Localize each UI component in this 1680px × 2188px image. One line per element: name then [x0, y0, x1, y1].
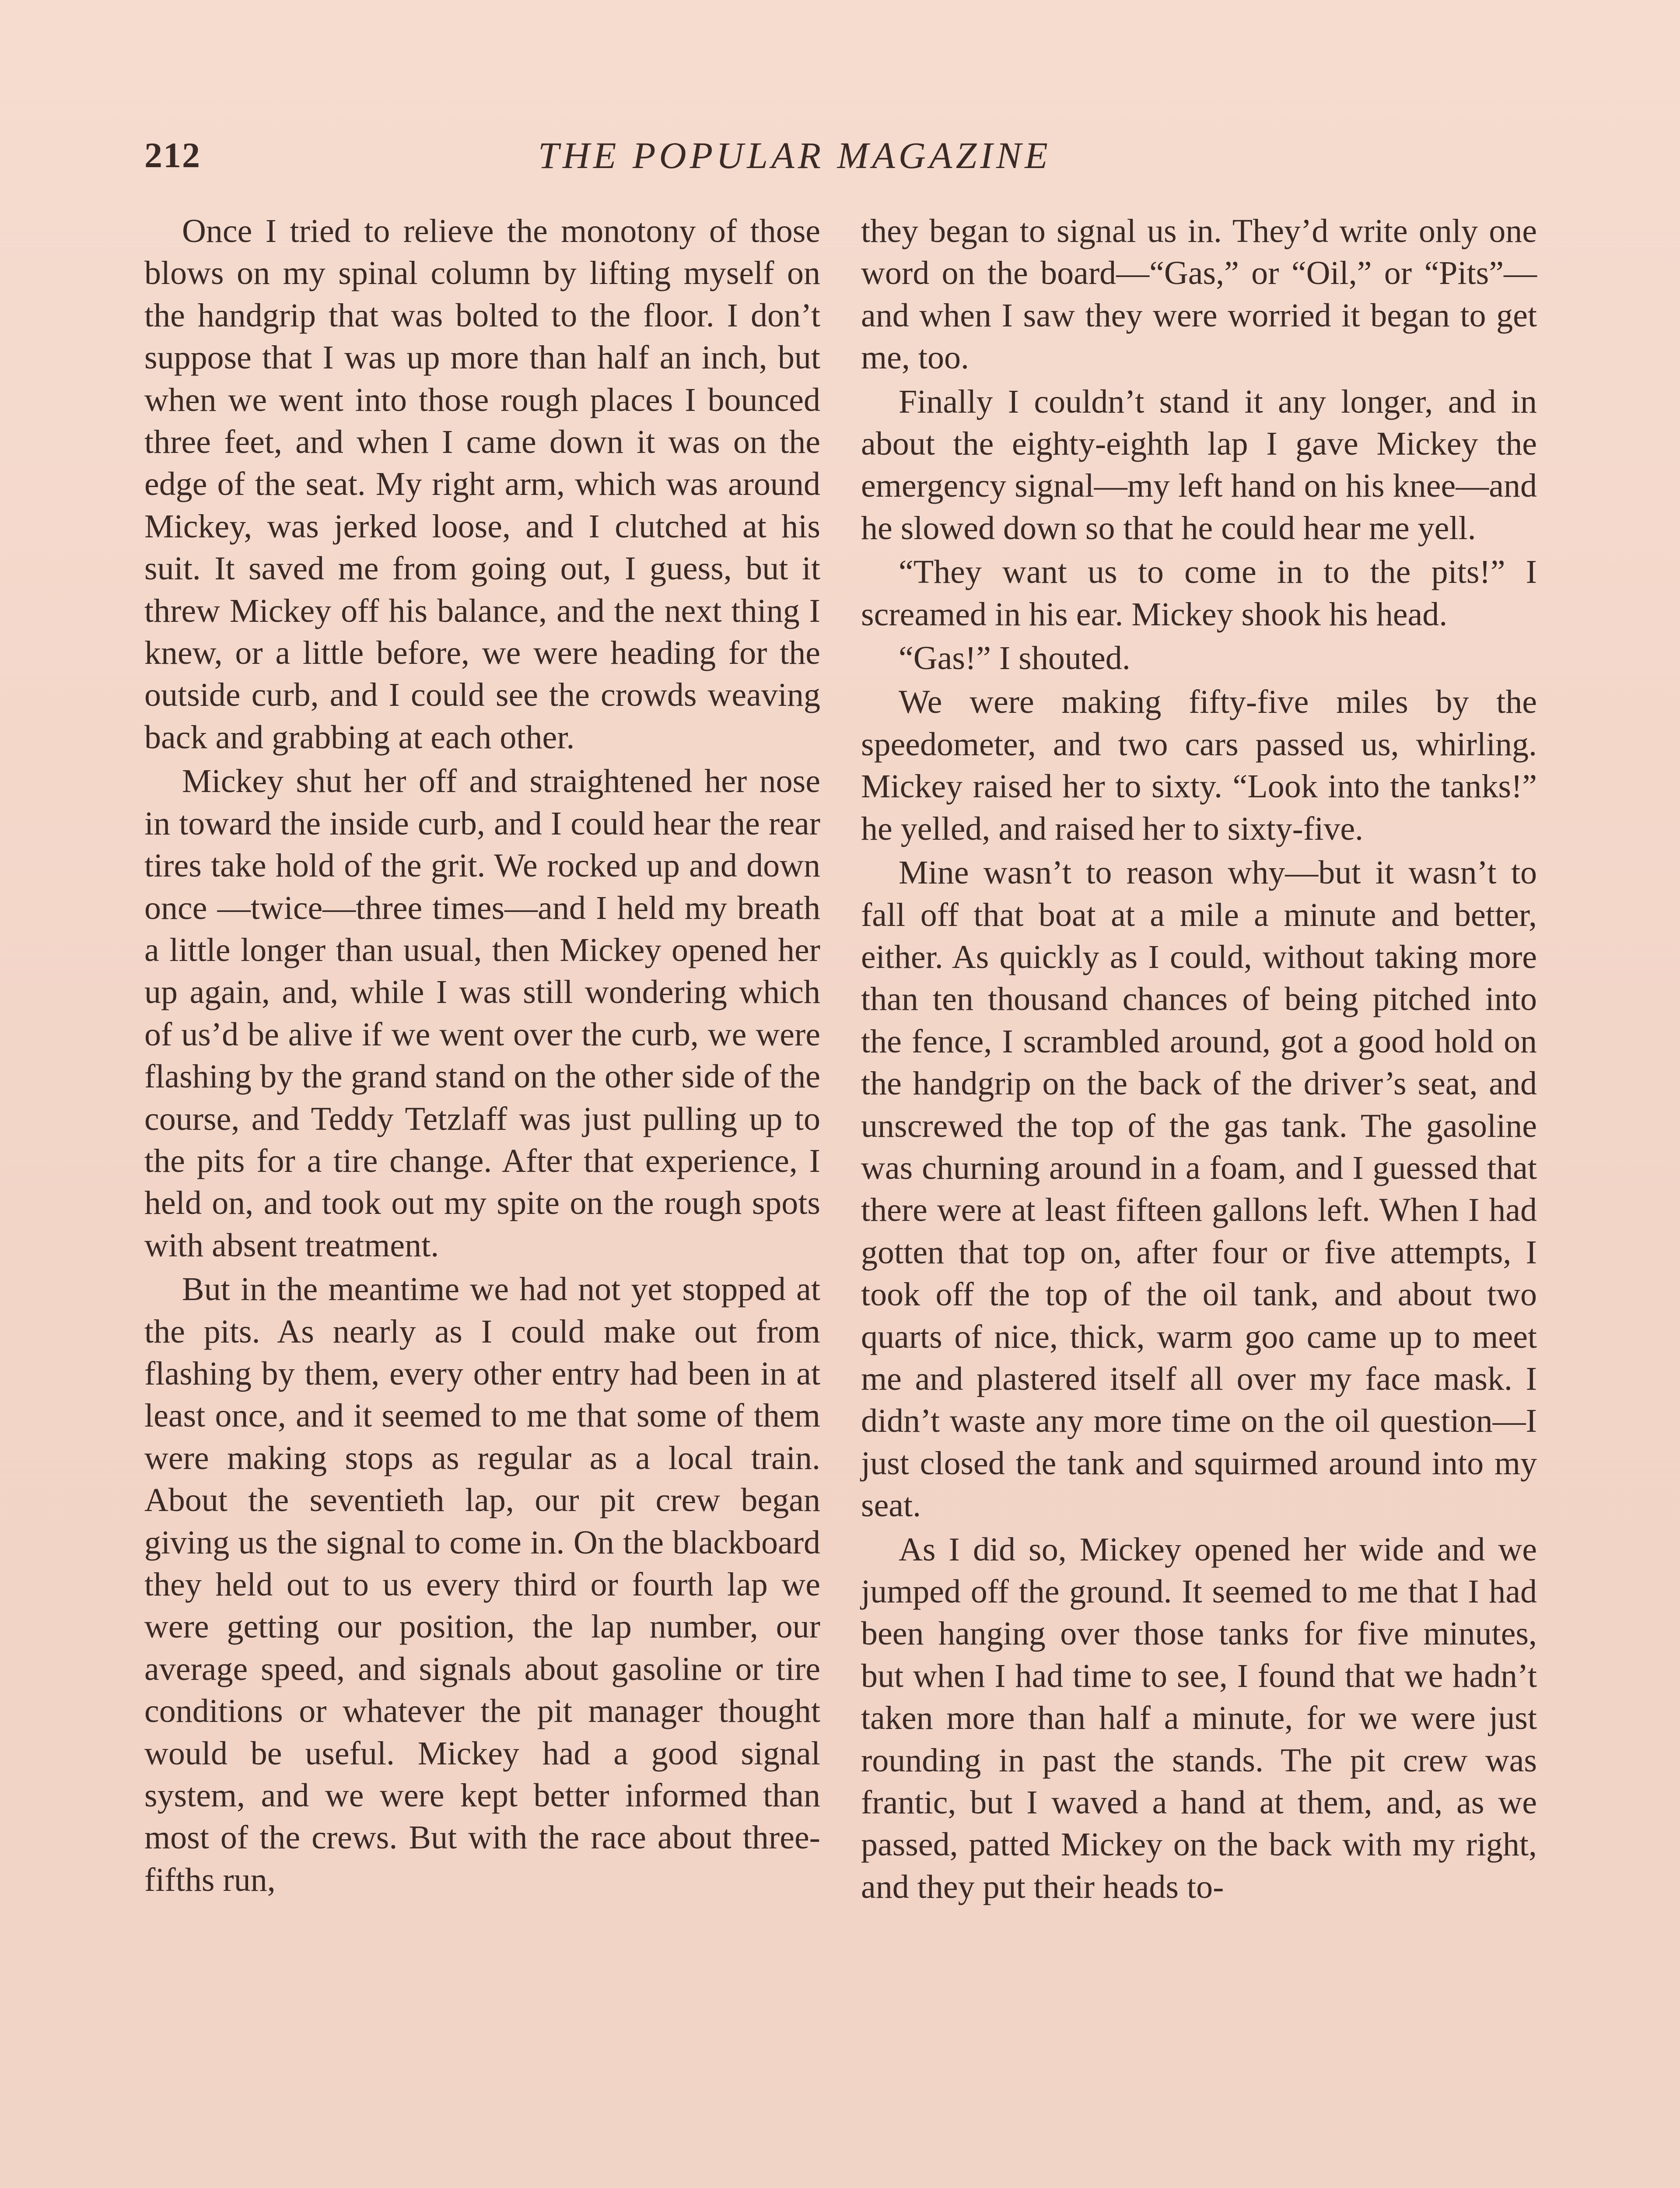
page-header [144, 131, 1536, 188]
paragraph: As I did so, Mickey opened her wide and we jumped off the ground. It seemed to me that I had been hanging over those tanks for five minutes, but when I had time to see, I found that we hadn’t taken more than half a minute, for we were just rounding in past the stands. The pit crew was frantic, but I waved a hand at them, and, as we passed, patted Mickey on the back with my right, and they put their heads to- [861, 1531, 1537, 1905]
right-text-column [861, 210, 1537, 1908]
paragraph: “They want us to come in to the pits!” I screamed in his ear. Mickey shook his head. [861, 554, 1537, 633]
running-head-title: THE POPULAR MAGAZINE [538, 134, 1051, 176]
paragraph: We were making fifty-five miles by the speedometer, and two cars passed us, whirling. Mickey raised her to sixty. “Look into the tanks!” he yelled, and raised her to sixty-five. [861, 684, 1537, 847]
paragraph: “Gas!” I shouted. [899, 640, 1130, 677]
paragraph: But in the meantime we had not yet stopped at the pits. As nearly as I could make out from flashing by them, every other entry had been in at least once, and it seemed to me that some of them were making stops as regular as a local train. About the seventieth lap, our pit crew began giving us the signal to come in. On the blackboard they held out to us every third or fourth lap we were getting our position, the lap number, our average speed, and signals about gasoline or tire conditions or whatever the pit manager thought would be useful. Mickey had a good signal system, and we were kept better informed than most of the crews. But with the race about three-fifths run, [144, 1271, 820, 1898]
paragraph: Mickey shut her off and straightened her nose in toward the inside curb, and I could hear the rear tires take hold of the grit. We rocked up and down once —twice—three times—and I held my breath a little longer than usual, then Mickey opened her up again, and, while I was still wondering which of us’d be alive if we went over the curb, we were flashing by the grand stand on the other side of the course, and Teddy Tetzlaff was just pulling up to the pits for a tire change. After that experience, I held on, and took out my spite on the rough spots with absent treatment. [144, 763, 820, 1264]
paragraph: they began to signal us in. They’d write only one word on the board—“Gas,” or “Oil,” or “Pits”—and when I saw they were worried it began to get me, too. [861, 213, 1537, 376]
paragraph: Finally I couldn’t stand it any longer, and in about the eighty-eighth lap I gave Mickey the emergency signal—my left hand on his knee—and he slowed down so that he could hear me yell. [861, 383, 1537, 547]
paragraph: Mine wasn’t to reason why—but it wasn’t to fall off that boat at a mile a minute and better, either. As quickly as I could, without taking more than ten thousand chances of being pitched into the fence, I scrambled around, got a good hold on the handgrip on the back of the driver’s seat, and unscrewed the top of the gas tank. The gasoline was churning around in a foam, and I guessed that there were at least fifteen gallons left. When I had gotten that top on, after four or five attempts, I took off the top of the oil tank, and about two quarts of nice, thick, warm goo came up to meet me and plastered itself all over my face mask. I didn’t waste any more time on the oil question—I just closed the tank and squirmed around into my seat. [861, 854, 1537, 1524]
paragraph: Once I tried to relieve the monotony of those blows on my spinal column by lifting myself on the handgrip that was bolted to the floor. I don’t suppose that I was up more than half an inch, but when we went into those rough places I bounced three feet, and when I came down it was on the edge of the seat. My right arm, which was around Mickey, was jerked loose, and I clutched at his suit. It saved me from going out, I guess, but it threw Mickey off his balance, and the next thing I knew, or a little before, we were heading for the outside curb, and I could see the crowds weaving back and grabbing at each other. [144, 213, 820, 756]
page-number: 212 [144, 135, 201, 175]
left-text-column [144, 210, 820, 1901]
